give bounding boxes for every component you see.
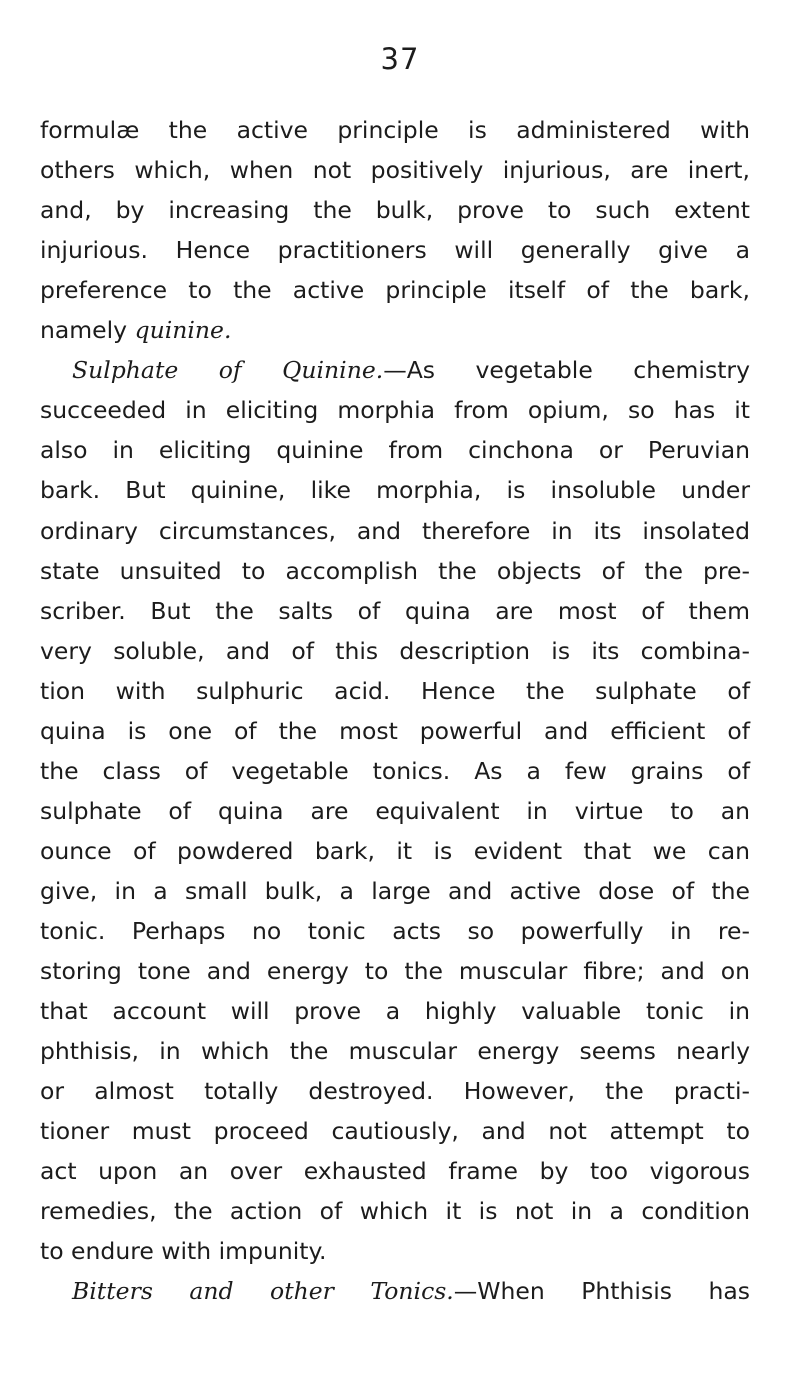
text-line <box>40 751 750 791</box>
line-text: bark. But quinine, like morphia, is insoluble under <box>40 476 750 505</box>
text-line <box>40 470 750 510</box>
line-text: tion with sulphuric acid. Hence the sulphate of <box>40 676 750 705</box>
line-text: others which, when not positively injurious, are inert, <box>40 156 750 185</box>
page-number: 37 <box>380 42 420 76</box>
italic-heading-text: quinine. <box>134 316 232 345</box>
line-text: sulphate of quina are equivalent in virtue to an <box>40 796 750 825</box>
text-line <box>40 1031 750 1071</box>
text-line <box>40 310 750 350</box>
line-text: ordinary circumstances, and therefore in its insolated <box>40 516 750 545</box>
text-line <box>40 711 750 751</box>
line-text: the class of vegetable tonics. As a few grains of <box>40 756 750 785</box>
text-line <box>40 1111 750 1151</box>
text-line <box>40 671 750 711</box>
text-line <box>40 270 750 310</box>
text-line <box>40 871 750 911</box>
line-text: remedies, the action of which it is not in a condition <box>40 1197 750 1226</box>
line-text: to endure with impunity. <box>40 1237 327 1266</box>
line-text: and, by increasing the bulk, prove to such extent <box>40 196 750 225</box>
text-line <box>40 150 750 190</box>
text-line <box>40 1071 750 1111</box>
line-text: give, in a small bulk, a large and active dose of the <box>40 876 750 905</box>
line-text: ounce of powdered bark, it is evident that we can <box>40 836 750 865</box>
text-line <box>40 911 750 951</box>
line-text: succeeded in eliciting morphia from opium, so has it <box>40 396 750 425</box>
line-text: namely <box>40 316 135 345</box>
text-line <box>40 1231 750 1271</box>
text-line <box>40 591 750 631</box>
text-line <box>40 511 750 551</box>
text-line <box>40 631 750 671</box>
text-line <box>40 991 750 1031</box>
text-line <box>40 551 750 591</box>
line-text: injurious. Hence practitioners will generally give a <box>40 236 750 265</box>
text-line <box>72 1271 750 1311</box>
italic-heading-text: Bitters and other Tonics. <box>72 1277 454 1306</box>
line-text: storing tone and energy to the muscular fibre; and on <box>40 957 750 986</box>
text-line <box>72 350 750 390</box>
line-text: very soluble, and of this description is its combina- <box>40 636 750 665</box>
line-text: —As vegetable chemistry <box>383 356 750 385</box>
line-text: preference to the active principle itself of the bark, <box>40 276 750 305</box>
line-text: formulæ the active principle is administered with <box>40 116 750 144</box>
italic-heading-text: Sulphate of Quinine. <box>72 356 384 385</box>
text-line <box>40 1151 750 1191</box>
text-line <box>40 951 750 991</box>
line-text: tonic. Perhaps no tonic acts so powerfully in re- <box>40 917 750 945</box>
text-line <box>40 831 750 871</box>
text-line <box>40 390 750 430</box>
text-line <box>40 230 750 270</box>
text-line <box>40 190 750 230</box>
line-text: act upon an over exhausted frame by too vigorous <box>40 1157 750 1186</box>
line-text: that account will prove a highly valuable tonic in <box>40 997 750 1026</box>
text-line <box>40 791 750 831</box>
line-text: scriber. But the salts of quina are most of them <box>40 596 750 625</box>
line-text: phthisis, in which the muscular energy seems nearly <box>40 1037 750 1066</box>
text-line <box>40 1191 750 1231</box>
line-text: also in eliciting quinine from cinchona or Peruvian <box>40 436 750 465</box>
line-text: —When Phthisis has <box>453 1277 750 1306</box>
line-text: quina is one of the most powerful and efficient of <box>40 716 750 745</box>
line-text: state unsuited to accomplish the objects of the pre- <box>40 556 750 585</box>
text-line <box>40 110 750 150</box>
line-text: tioner must proceed cautiously, and not attempt to <box>40 1117 750 1146</box>
line-text: or almost totally destroyed. However, the practi- <box>40 1077 750 1106</box>
text-line <box>40 430 750 470</box>
